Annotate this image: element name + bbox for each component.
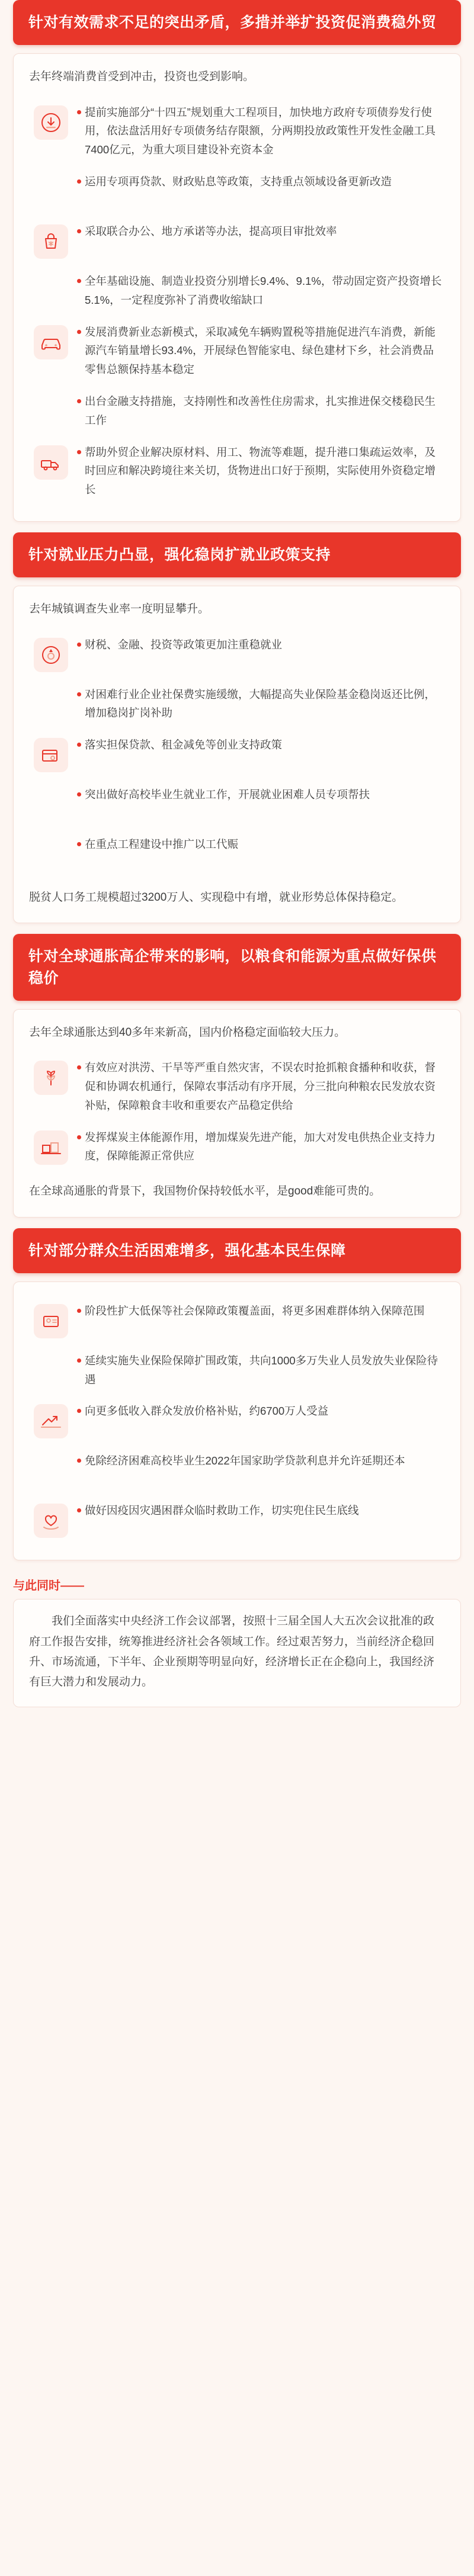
section-tail: 在全球高通胀的背景下，我国物价保持较低水平，是good难能可贵的。 — [29, 1185, 381, 1198]
bullet-dot — [73, 323, 85, 334]
bullet-dot — [73, 1302, 85, 1313]
section-banner — [13, 0, 461, 45]
section-body — [13, 53, 461, 522]
bullet-list — [29, 1052, 445, 1172]
list-item — [29, 97, 445, 166]
section-lead: 去年全球通胀达到40多年来新高，国内价格稳定面临较大压力。 — [29, 1026, 346, 1039]
section-title: 针对就业压力凸显，强化稳岗扩就业政策支持 — [28, 547, 331, 564]
bullet-dot — [73, 272, 85, 283]
list-item — [29, 729, 445, 779]
emergency-aid-icon — [34, 1504, 68, 1538]
section-banner — [13, 1228, 461, 1273]
section-lead: 去年终端消费首受到冲击，投资也受到影响。 — [29, 70, 255, 83]
price-subsidy-icon — [34, 1404, 68, 1438]
list-item — [29, 679, 445, 730]
car-consumption-icon — [34, 325, 68, 359]
list-item-text: 发挥煤炭主体能源作用，增加煤炭先进产能，加大对发电供热企业支持力度，保障能源正常供应 — [85, 1130, 436, 1162]
list-item-text: 出台金融支持措施，支持刚性和改善性住房需求，扎实推进保交楼稳民生工作 — [85, 395, 436, 426]
list-item — [29, 1052, 445, 1121]
section-body — [13, 586, 461, 923]
list-item-text: 向更多低收入群众发放价格补贴，约6700万人受益 — [85, 1405, 329, 1418]
list-item — [29, 316, 445, 386]
bullet-dot — [73, 1351, 85, 1363]
bullet-dot — [73, 685, 85, 696]
section-title: 针对部分群众生活困难增多，强化基本民生保障 — [28, 1242, 346, 1259]
section-livelihood — [0, 1228, 474, 1561]
bullet-dot — [73, 785, 85, 796]
stable-job-icon — [34, 638, 68, 672]
footer-heading: 与此同时—— — [13, 1579, 84, 1593]
list-item — [29, 265, 445, 316]
list-item — [29, 1345, 445, 1396]
graduate-employment-icon — [34, 788, 68, 822]
list-item-text: 运用专项再贷款、财政贴息等政策，支持重点领域设备更新改造 — [85, 175, 392, 188]
list-item — [29, 1445, 445, 1495]
list-item — [29, 1122, 445, 1173]
list-item-text: 突出做好高校毕业生就业工作，开展就业困难人员专项帮扶 — [85, 788, 370, 801]
list-item-text: 对困难行业企业社保费实施缓缴，大幅提高失业保险基金稳岗返还比例，增加稳岗扩岗补助 — [85, 688, 436, 720]
bullet-dot — [73, 1451, 85, 1463]
guarantee-loan-icon — [34, 738, 68, 772]
bullet-dot — [73, 1058, 85, 1069]
list-item — [29, 828, 445, 878]
list-item-text: 发展消费新业态新模式，采取减免车辆购置税等措施促进汽车消费，新能源汽车销量增长93.4%，开展绿色智能家电、绿色建材下乡，社会消费品零售总额保持基本稳定 — [85, 325, 436, 376]
footer-card — [13, 1599, 461, 1707]
foreign-trade-icon — [34, 445, 68, 480]
bullet-dot — [73, 103, 85, 114]
unemployment-insurance-icon — [34, 688, 68, 722]
section-title: 针对有效需求不足的突出矛盾，多措并举扩投资促消费稳外贸 — [28, 14, 437, 31]
list-item-text: 阶段性扩大低保等社会保障政策覆盖面，将更多困难群体纳入保障范围 — [85, 1304, 425, 1317]
bullet-dot — [73, 1128, 85, 1139]
section-prices — [0, 934, 474, 1217]
list-item — [29, 1495, 445, 1544]
infrastructure-icon — [34, 274, 68, 309]
bullet-list — [29, 629, 445, 879]
grain-harvest-icon — [34, 1061, 68, 1095]
list-item — [29, 166, 445, 216]
bullet-dot — [73, 1402, 85, 1413]
export-truck-icon — [34, 394, 68, 429]
section-lead: 去年城镇调查失业率一度明显攀升。 — [29, 603, 210, 616]
social-security-icon — [34, 1304, 68, 1338]
list-item-text: 延续实施失业保险保障扩围政策，共向1000多万失业人员发放失业保险待遇 — [85, 1354, 438, 1386]
bullet-dot — [73, 222, 85, 233]
student-loan-icon — [34, 1454, 68, 1488]
list-item — [29, 629, 445, 679]
list-item — [29, 436, 445, 506]
section-banner — [13, 934, 461, 1001]
section-tail: 脱贫人口务工规模超过3200万人、实现稳中有增，就业形势总体保持稳定。 — [29, 891, 403, 904]
bullet-list — [29, 1295, 445, 1545]
list-item-text: 提前实施部分“十四五”规划重大工程项目，加快地方政府专项债券发行使用，依法盘活用好专项债务结存限额，分两期投放政策性开发性金融工具7400亿元，为重大项目建设补充资本金 — [85, 105, 436, 156]
bullet-dot — [73, 392, 85, 403]
list-item-text: 财税、金融、投资等政策更加注重稳就业 — [85, 638, 283, 651]
footer-paragraph: 我们全面落实中央经济工作会议部署，按照十三届全国人大五次会议批准的政府工作报告安排，统筹推进经济社会各领域工作。经过艰苦努力，当前经济企稳回升、市场流通，下半年、企业预期等明显向好，经济增长正在企稳向上，我国经济有巨大潜力和发展动力。 — [29, 1615, 435, 1688]
approval-bag-icon — [34, 224, 68, 259]
bullet-dot — [73, 443, 85, 454]
list-item — [29, 216, 445, 265]
bullet-list — [29, 97, 445, 506]
bullet-dot — [73, 635, 85, 647]
work-for-relief-icon — [34, 837, 68, 872]
list-item-text: 全年基础设施、制造业投资分别增长9.4%、9.1%，带动固定资产投资增长5.1%，一定程度弥补了消费收缩缺口 — [85, 274, 442, 306]
section-demand — [0, 0, 474, 522]
bullet-dot — [73, 735, 85, 747]
section-body — [13, 1009, 461, 1218]
bullet-dot — [73, 172, 85, 184]
list-item-text: 采取联合办公、地方承诺等办法，提高项目审批效率 — [85, 224, 337, 237]
list-item — [29, 386, 445, 436]
list-item-text: 落实担保贷款、租金减免等创业支持政策 — [85, 738, 283, 751]
section-title: 针对全球通胀高企带来的影响，以粮食和能源为重点做好保供稳价 — [28, 948, 437, 987]
list-item-text: 帮助外贸企业解决原材料、用工、物流等难题，提升港口集疏运效率，及时回应和解决跨境往来关切，货物进出口好于预期，实际使用外资稳定增长 — [85, 445, 436, 496]
list-item-text: 免除经济困难高校毕业生2022年国家助学贷款利息并允许延期还本 — [85, 1454, 405, 1467]
energy-supply-icon — [34, 1130, 68, 1165]
list-item-text: 在重点工程建设中推广以工代赈 — [85, 838, 239, 851]
bullet-dot — [73, 1501, 85, 1512]
investment-coin-icon — [34, 105, 68, 140]
bullet-dot — [73, 835, 85, 846]
list-item — [29, 779, 445, 828]
list-item-text: 做好因疫因灾遇困群众临时救助工作，切实兜住民生底线 — [85, 1504, 359, 1517]
loan-bank-icon — [34, 175, 68, 209]
section-body — [13, 1281, 461, 1561]
unemployment-benefit-icon — [34, 1354, 68, 1388]
section-banner — [13, 532, 461, 577]
list-item — [29, 1295, 445, 1345]
list-item — [29, 1395, 445, 1445]
section-employment — [0, 532, 474, 923]
list-item-text: 有效应对洪涝、干旱等严重自然灾害，不误农时抢抓粮食播种和收获，督促和协调农机通行，保障农事活动有序开展，分三批向种粮农民发放农资补贴，保障粮食丰收和重要农产品稳定供给 — [85, 1061, 436, 1112]
